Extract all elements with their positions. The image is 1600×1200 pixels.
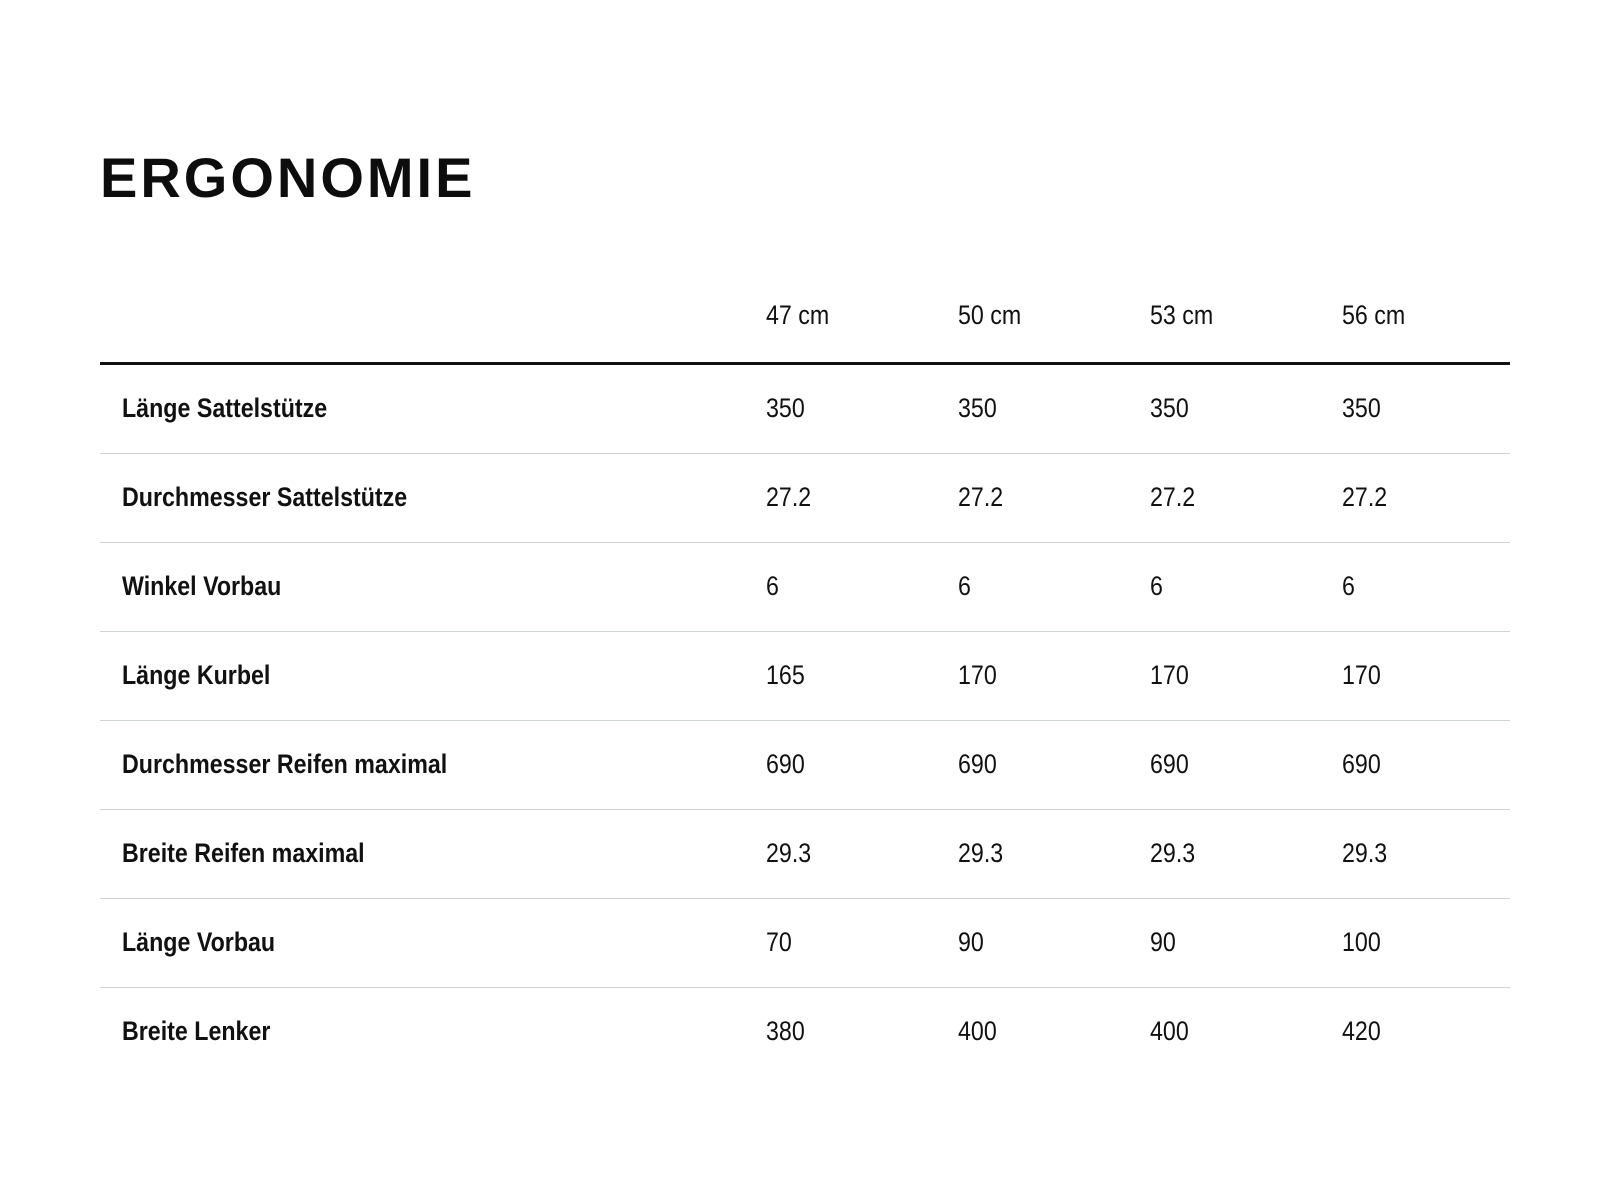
column-header-56cm: 56 cm: [1342, 300, 1406, 330]
table-cell: 27.2: [1342, 482, 1388, 512]
table-row: [100, 810, 1510, 899]
table-cell: 27.2: [1150, 482, 1196, 512]
table-row: [100, 721, 1510, 810]
table-row: [100, 454, 1510, 543]
table-cell: 690: [766, 749, 805, 779]
table-row: [100, 632, 1510, 721]
table-row: [100, 988, 1510, 1076]
table-cell: 350: [766, 393, 805, 423]
table-cell: 90: [1150, 927, 1176, 957]
table-cell: 690: [1150, 749, 1189, 779]
table-cell: 350: [1150, 393, 1189, 423]
column-header-53cm: 53 cm: [1150, 300, 1214, 330]
table-cell: 90: [958, 927, 984, 957]
row-label: Länge Vorbau: [122, 927, 276, 957]
table-cell: 29.3: [958, 838, 1004, 868]
row-label: Breite Lenker: [122, 1016, 271, 1046]
table-cell: 165: [766, 660, 805, 690]
table-cell: 29.3: [1150, 838, 1196, 868]
table-cell: 350: [1342, 393, 1381, 423]
table-cell: 170: [958, 660, 997, 690]
table-cell: 350: [958, 393, 997, 423]
table-cell: 6: [766, 571, 779, 601]
table-cell: 6: [1150, 571, 1163, 601]
table-cell: 690: [958, 749, 997, 779]
table-row: [100, 365, 1510, 454]
row-label: Winkel Vorbau: [122, 571, 282, 601]
table-cell: 100: [1342, 927, 1381, 957]
table-cell: 29.3: [1342, 838, 1388, 868]
table-cell: 400: [1150, 1016, 1189, 1046]
table-cell: 27.2: [766, 482, 812, 512]
column-header-47cm: 47 cm: [766, 300, 830, 330]
table-cell: 27.2: [958, 482, 1004, 512]
table-cell: 420: [1342, 1016, 1381, 1046]
row-label: Breite Reifen maximal: [122, 838, 365, 868]
row-label: Länge Kurbel: [122, 660, 271, 690]
table-row: [100, 543, 1510, 632]
table-cell: 170: [1342, 660, 1381, 690]
row-label: Durchmesser Reifen maximal: [122, 749, 448, 779]
row-label: Durchmesser Sattelstütze: [122, 482, 408, 512]
table-cell: 400: [958, 1016, 997, 1046]
column-header-50cm: 50 cm: [958, 300, 1022, 330]
table-cell: 6: [1342, 571, 1355, 601]
table-header-row: [100, 270, 1510, 365]
table-cell: 380: [766, 1016, 805, 1046]
page-title: ERGONOMIE: [100, 146, 476, 209]
table-cell: 29.3: [766, 838, 812, 868]
table-cell: 170: [1150, 660, 1189, 690]
table-cell: 70: [766, 927, 792, 957]
table-cell: 6: [958, 571, 971, 601]
table-row: [100, 899, 1510, 988]
ergonomics-table: [100, 270, 1510, 1076]
table-cell: 690: [1342, 749, 1381, 779]
row-label: Länge Sattelstütze: [122, 393, 328, 423]
